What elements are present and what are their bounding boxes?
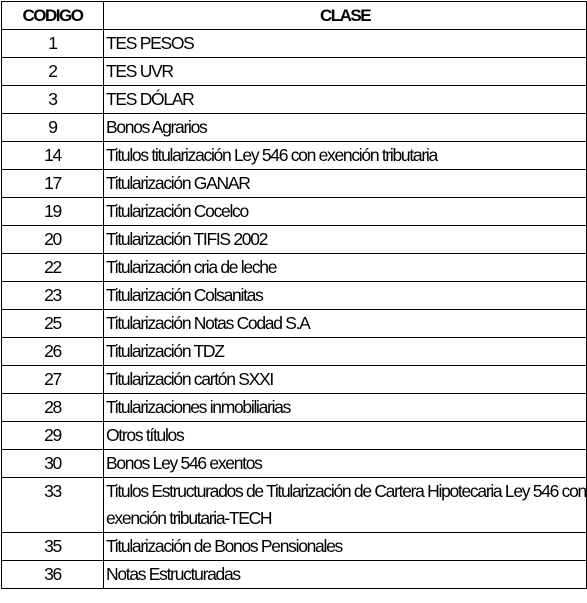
table-row (2, 30, 587, 58)
clase-cell: TES DÓLAR (104, 86, 587, 114)
code-cell: 23 (2, 282, 104, 310)
clase-cell: Titularización de Bonos Pensionales (104, 533, 587, 561)
table-row (2, 142, 587, 170)
clase-cell: Bonos Agrarios (104, 114, 587, 142)
code-cell: 30 (2, 450, 104, 478)
header-clase: CLASE (104, 2, 587, 30)
code-cell: 1 (2, 30, 104, 58)
table-row (2, 114, 587, 142)
table-row (2, 478, 587, 533)
table-row (2, 58, 587, 86)
clase-cell: Titularización GANAR (104, 170, 587, 198)
table-row (2, 254, 587, 282)
clase-cell: Notas Estructuradas (104, 561, 587, 589)
code-cell: 2 (2, 58, 104, 86)
code-cell: 28 (2, 394, 104, 422)
clase-cell: Titularizaciones inmobiliarias (104, 394, 587, 422)
code-cell: 20 (2, 226, 104, 254)
code-cell: 3 (2, 86, 104, 114)
clase-codes-table (1, 1, 587, 589)
code-cell: 25 (2, 310, 104, 338)
clase-cell: TES UVR (104, 58, 587, 86)
clase-cell: Otros títulos (104, 422, 587, 450)
code-cell: 9 (2, 114, 104, 142)
table-row (2, 394, 587, 422)
code-cell: 29 (2, 422, 104, 450)
code-cell: 17 (2, 170, 104, 198)
header-codigo: CODIGO (2, 2, 104, 30)
table-row (2, 310, 587, 338)
code-cell: 22 (2, 254, 104, 282)
code-cell: 19 (2, 198, 104, 226)
table-row (2, 338, 587, 366)
table-row (2, 282, 587, 310)
clase-cell: TES PESOS (104, 30, 587, 58)
clase-cell: Titulos Estructurados de Titularización de Cartera Hipotecaria Ley 546 con exención tributaria-TECH (104, 478, 587, 533)
table-row (2, 226, 587, 254)
header-row (2, 2, 587, 30)
clase-cell: Titularización Notas Codad S.A (104, 310, 587, 338)
code-cell: 26 (2, 338, 104, 366)
clase-cell: Titularización TDZ (104, 338, 587, 366)
table-row (2, 86, 587, 114)
code-cell: 14 (2, 142, 104, 170)
clase-cell: Titularización cartón SXXI (104, 366, 587, 394)
table-row (2, 170, 587, 198)
clase-cell: Titularización Colsanitas (104, 282, 587, 310)
table-row (2, 450, 587, 478)
table-row (2, 533, 587, 561)
code-cell: 27 (2, 366, 104, 394)
clase-cell: Titulos titularización Ley 546 con exención tributaria (104, 142, 587, 170)
clase-cell: Titularización Cocelco (104, 198, 587, 226)
table-row (2, 422, 587, 450)
code-cell: 35 (2, 533, 104, 561)
clase-cell: Bonos Ley 546 exentos (104, 450, 587, 478)
clase-cell: Titularización TIFIS 2002 (104, 226, 587, 254)
code-cell: 33 (2, 478, 104, 533)
table-row (2, 366, 587, 394)
table-row (2, 561, 587, 589)
code-cell: 36 (2, 561, 104, 589)
table-row (2, 198, 587, 226)
clase-cell: Titularización cria de leche (104, 254, 587, 282)
